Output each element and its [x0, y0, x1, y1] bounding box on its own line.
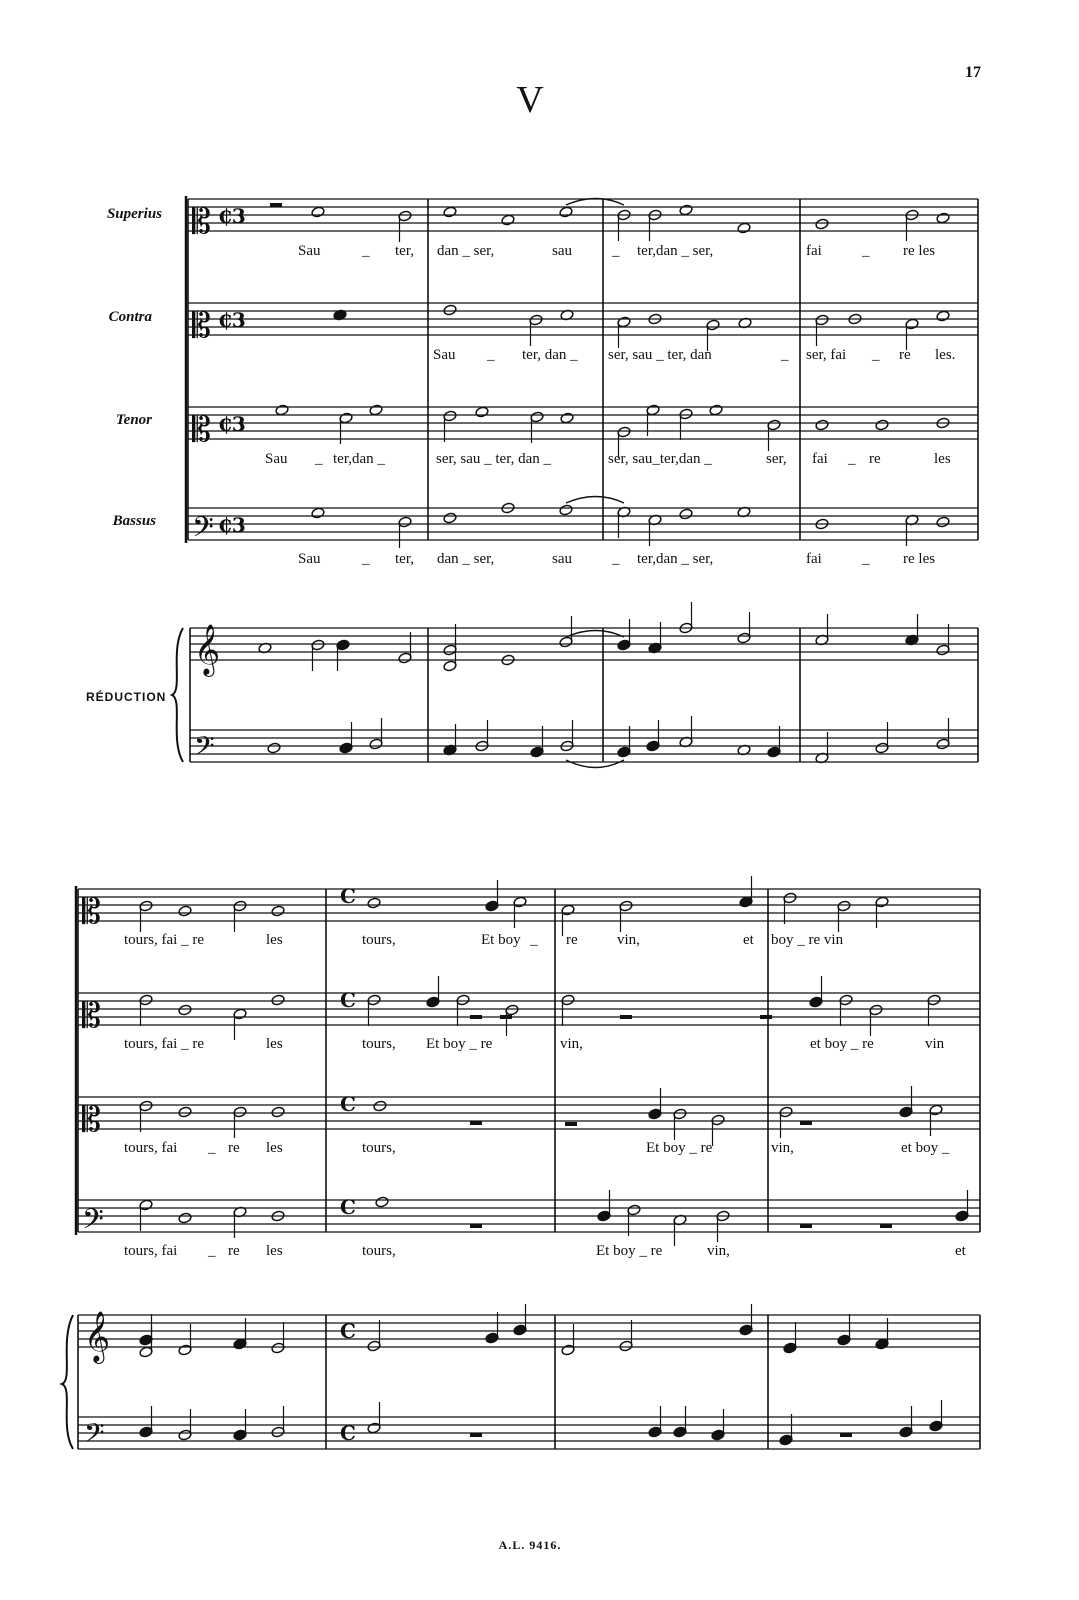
lyric: les — [266, 932, 283, 948]
lyric: ter,dan _ ser, — [637, 243, 714, 259]
clef-sign: 𝄡 — [82, 1100, 101, 1140]
lyric: _ — [208, 1140, 216, 1156]
rest — [470, 1433, 482, 1437]
lyric: _ — [862, 551, 870, 567]
note-head — [178, 1212, 192, 1224]
time-signature: C — [340, 1421, 356, 1445]
lyric: _ — [315, 451, 323, 467]
lyric: re — [228, 1243, 240, 1259]
clef-sign: 𝄞 — [194, 624, 221, 675]
rest — [840, 1433, 852, 1437]
voice-label-superius: Superius — [106, 206, 162, 222]
lyric: tours, — [362, 1140, 396, 1156]
rest — [470, 1224, 482, 1228]
lyric: tours, fai — [124, 1243, 178, 1259]
lyric: tours, — [362, 1036, 396, 1052]
rest — [470, 1015, 482, 1019]
mensuration-sign: ₵3 — [218, 204, 246, 228]
lyric: tours, fai _ re — [124, 1036, 204, 1052]
note-head — [271, 905, 285, 917]
lyric: _ — [487, 347, 495, 363]
lyric: Sau — [298, 243, 321, 259]
lyric: fai — [806, 551, 822, 567]
note-head — [373, 1100, 387, 1112]
clef-sign: 𝄢 — [194, 730, 215, 768]
note-head — [375, 1196, 389, 1208]
note-head — [443, 206, 457, 218]
lyric: vin — [925, 1036, 945, 1052]
page-number: 17 — [965, 64, 981, 81]
lyric: ter,dan _ — [333, 451, 385, 467]
lyric: les — [266, 1243, 283, 1259]
clef-sign: 𝄢 — [82, 1203, 104, 1243]
lyric: boy _ re vin — [771, 932, 844, 948]
lyric: et — [955, 1243, 966, 1259]
lyric: dan _ ser, — [437, 551, 495, 567]
mensuration-sign: ₵3 — [218, 513, 246, 537]
lyric: vin, — [560, 1036, 583, 1052]
note-head — [936, 310, 950, 322]
clef-sign: 𝄡 — [192, 306, 211, 346]
lyric: re les — [903, 243, 936, 259]
lyric: ser, fai — [806, 347, 847, 363]
lyric: Et boy _ re — [646, 1140, 713, 1156]
reduction-brace — [62, 1315, 73, 1449]
note-head — [475, 406, 489, 418]
note-head — [501, 214, 515, 226]
plate-number: A.L. 9416. — [498, 1538, 562, 1552]
lyric: ser, sau _ ter, dan — [608, 347, 712, 363]
lyric: sau — [552, 551, 572, 567]
time-signature: C — [340, 988, 356, 1012]
note-head — [267, 742, 281, 754]
lyric: _ — [612, 243, 620, 259]
lyric: _ — [848, 451, 856, 467]
lyric: ser, sau _ ter, dan _ — [436, 451, 552, 467]
lyric: _ — [208, 1243, 216, 1259]
clef-sign: 𝄢 — [192, 511, 214, 551]
lyric: re — [869, 451, 881, 467]
note-head — [311, 206, 325, 218]
lyric: vin, — [617, 932, 640, 948]
note-head — [443, 304, 457, 316]
rest — [470, 1121, 482, 1125]
note-head — [367, 897, 381, 909]
note-head — [311, 507, 325, 519]
reduction-brace — [172, 628, 183, 762]
lyric: _ — [862, 243, 870, 259]
piece-number: V — [516, 79, 544, 121]
rest — [880, 1224, 892, 1228]
lyric: Et boy _ re — [426, 1036, 493, 1052]
lyric: re — [566, 932, 578, 948]
rest — [800, 1121, 812, 1125]
lyric: et boy _ — [901, 1140, 950, 1156]
lyric: tours, — [362, 932, 396, 948]
lyric: fai — [812, 451, 828, 467]
note-head — [443, 512, 457, 524]
note-head — [815, 218, 829, 230]
clef-sign: 𝄡 — [192, 202, 211, 242]
note-head — [815, 419, 829, 431]
note-head — [559, 206, 573, 218]
note-head — [875, 419, 889, 431]
rest — [500, 1015, 512, 1019]
lyric: _ — [362, 243, 370, 259]
lyric: re les — [903, 551, 936, 567]
lyric: _ — [362, 551, 370, 567]
rest — [270, 203, 282, 207]
lyric: vin, — [771, 1140, 794, 1156]
rest — [565, 1122, 577, 1126]
lyric: ter,dan _ ser, — [637, 551, 714, 567]
lyric: ter, — [395, 551, 414, 567]
lyric: _ — [781, 347, 789, 363]
lyric: dan _ ser, — [437, 243, 495, 259]
mensuration-sign: ₵3 — [218, 308, 246, 332]
lyric: Et boy _ re — [596, 1243, 663, 1259]
lyric: les — [266, 1036, 283, 1052]
lyric: ser, sau_ter,dan _ — [608, 451, 712, 467]
note-head — [271, 1106, 285, 1118]
lyric: Sau — [433, 347, 456, 363]
voice-label-bassus: Bassus — [112, 513, 156, 529]
note-head — [178, 905, 192, 917]
note-head — [709, 404, 723, 416]
note-head — [178, 1106, 192, 1118]
lyric: _ — [530, 932, 538, 948]
note-head — [936, 516, 950, 528]
note-head — [178, 1004, 192, 1016]
lyric: Et boy — [481, 932, 521, 948]
lyric: tours, — [362, 1243, 396, 1259]
rest — [620, 1015, 632, 1019]
clef-sign: 𝄡 — [82, 892, 101, 932]
note-head — [679, 204, 693, 216]
lyric: re — [228, 1140, 240, 1156]
time-signature: C — [340, 1319, 356, 1343]
lyric: tours, fai _ re — [124, 932, 204, 948]
note-head — [560, 412, 574, 424]
rest — [760, 1015, 772, 1019]
lyric: les. — [935, 347, 956, 363]
rest — [800, 1224, 812, 1228]
lyric: et boy _ re — [810, 1036, 874, 1052]
time-signature: C — [340, 884, 356, 908]
clef-sign: 𝄡 — [82, 996, 101, 1036]
note-head — [275, 404, 289, 416]
reduction-label: RÉDUCTION — [86, 690, 167, 704]
lyric: Sau — [265, 451, 288, 467]
lyric: sau — [552, 243, 572, 259]
tie — [566, 760, 624, 768]
time-signature: C — [340, 1195, 356, 1219]
lyric: _ — [872, 347, 880, 363]
voice-label-contra: Contra — [108, 309, 152, 325]
lyric: re — [899, 347, 911, 363]
lyric: ter, — [395, 243, 414, 259]
clef-sign: 𝄢 — [84, 1417, 105, 1455]
lyric: Sau — [298, 551, 321, 567]
note-head — [679, 508, 693, 520]
clef-sign: 𝄞 — [84, 1311, 111, 1362]
lyric: les — [934, 451, 951, 467]
lyric: les — [266, 1140, 283, 1156]
time-signature: C — [340, 1092, 356, 1116]
lyric: ser, — [766, 451, 787, 467]
lyric: et — [743, 932, 754, 948]
tie — [566, 497, 624, 504]
note-head — [369, 404, 383, 416]
clef-sign: 𝄡 — [192, 410, 211, 450]
lyric: tours, fai — [124, 1140, 178, 1156]
note-head — [559, 504, 573, 516]
voice-label-tenor: Tenor — [115, 412, 152, 428]
note-head — [936, 212, 950, 224]
lyric: fai — [806, 243, 822, 259]
note-head — [271, 994, 285, 1006]
lyric: ter, dan _ — [522, 347, 578, 363]
note-head — [737, 222, 751, 234]
lyric: vin, — [707, 1243, 730, 1259]
lyric: _ — [612, 551, 620, 567]
mensuration-sign: ₵3 — [218, 412, 246, 436]
